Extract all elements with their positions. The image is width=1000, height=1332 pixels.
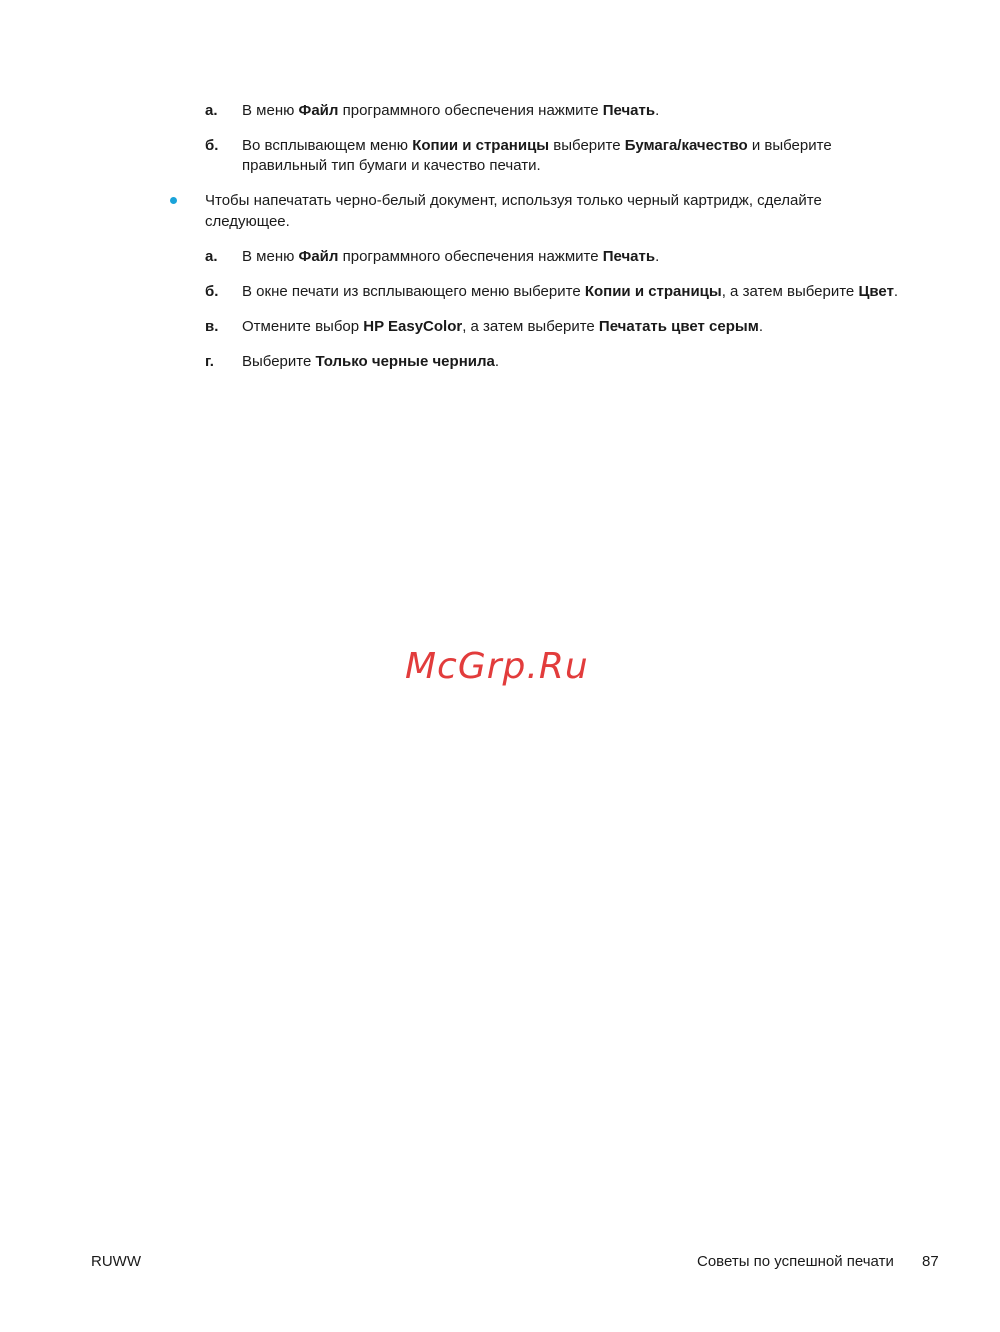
ui-term: Файл [298,102,339,119]
ui-term: Только черные чернила [315,353,495,370]
text-run: Отмените выбор [242,318,364,335]
step-marker: г. [205,353,214,370]
text-run: Выберите [242,353,316,370]
step-text [242,282,898,302]
step-text [242,101,659,121]
text-run: В окне печати из всплывающего меню выберите [242,283,585,300]
text-run: правильный тип бумаги и качество печати. [242,157,541,174]
ui-term: Бумага/качество [624,137,748,154]
step-marker: б. [205,137,219,154]
step-text [242,352,499,372]
ui-term: Печать [602,102,656,119]
footer-section-title: Советы по успешной печати [697,1253,894,1270]
text-run: В меню [242,248,299,265]
text-run: , а затем выберите [721,283,859,300]
step-marker: в. [205,318,219,335]
watermark: McGrp.Ru [405,646,589,687]
ui-term: Печатать цвет серым [598,318,759,335]
text-run: и выберите [747,137,832,154]
ui-term: Копии и страницы [584,283,722,300]
text-run: программного обеспечения нажмите [338,102,603,119]
step-marker: а. [205,248,218,265]
step-text [242,136,832,156]
text-run: , а затем выберите [462,318,599,335]
text-run: выберите [549,137,625,154]
ui-term: Копии и страницы [412,137,550,154]
bullet-text: Чтобы напечатать черно-белый документ, используя только черный картридж, сделайте [205,192,822,209]
bullet-text-continued: следующее. [205,213,290,230]
text-run: . [494,353,500,370]
text-run: программного обеспечения нажмите [338,248,603,265]
footer-locale: RUWW [91,1253,141,1270]
text-run: . [655,102,660,119]
ui-term: Печать [602,248,656,265]
step-marker: а. [205,102,218,119]
text-run: . [655,248,660,265]
text-run: . [893,283,899,300]
ui-term: Цвет [858,283,894,300]
bullet-dot-icon [170,197,177,204]
step-text [242,317,763,337]
page-number: 87 [922,1253,939,1270]
ui-term: Файл [298,248,339,265]
text-run: В меню [242,102,299,119]
step-text-continued [242,156,541,176]
ui-term: HP EasyColor [363,318,463,335]
text-run: Во всплывающем меню [242,137,413,154]
text-run: . [758,318,763,335]
step-text [242,247,659,267]
step-marker: б. [205,283,219,300]
